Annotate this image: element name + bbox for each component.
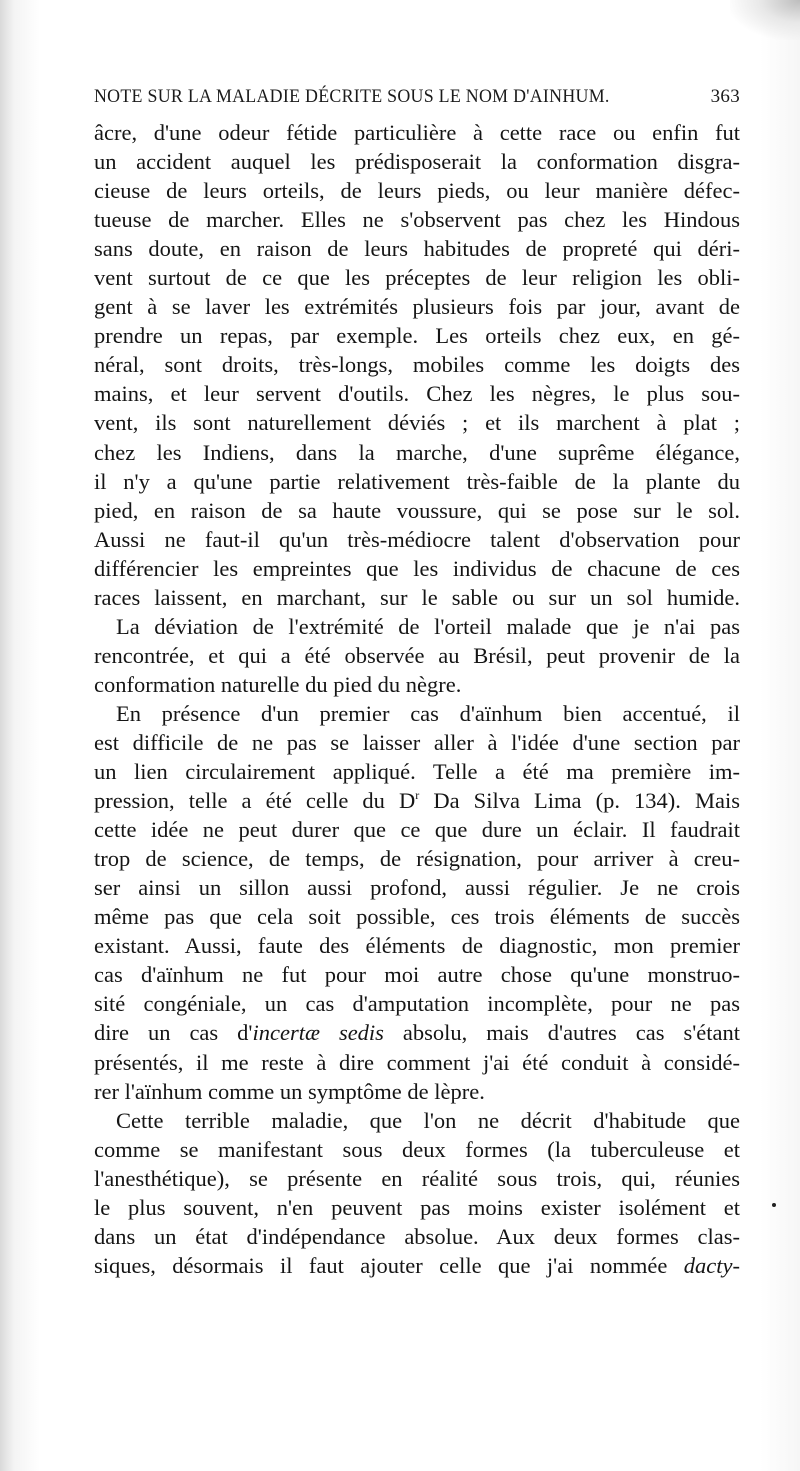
text-line: dans un état d'indépendance absolue. Aux deux formes clas- bbox=[94, 1223, 740, 1249]
text-line: gent à se laver les extrémités plusieurs fois par jour, avant de bbox=[94, 294, 740, 320]
text-line: même pas que cela soit possible, ces trois éléments de succès bbox=[94, 904, 740, 930]
text-segment: siques, désormais il faut ajouter celle que j'ai nommée bbox=[94, 1252, 684, 1278]
text-segment: dire un cas d' bbox=[94, 1020, 253, 1046]
text-line: il n'y a qu'une partie relativement très-faible de la plante du bbox=[94, 468, 740, 494]
italic-phrase: incertæ sedis bbox=[252, 1020, 384, 1046]
text-segment: absolu, mais d'autres cas s'étant bbox=[383, 1020, 741, 1046]
text-line: prendre un repas, par exemple. Les orteils chez eux, en gé- bbox=[94, 323, 740, 349]
text-line: mains, et leur servent d'outils. Chez les nègres, le plus sou- bbox=[94, 381, 740, 407]
text-line: existant. Aussi, faute des éléments de diagnostic, mon premier bbox=[94, 933, 740, 959]
text-line: rencontrée, et qui a été observée au Brésil, peut provenir de la bbox=[94, 642, 740, 668]
text-line: cette idée ne peut durer que ce que dure un éclair. Il faudrait bbox=[94, 817, 740, 843]
text-line: l'anesthétique), se présente en réalité sous trois, qui, réunies bbox=[94, 1165, 740, 1191]
text-line: pied, en raison de sa haute voussure, qui se pose sur le sol. bbox=[94, 497, 740, 523]
text-line: cas d'aïnhum ne fut pour moi autre chose qu'une monstruo- bbox=[94, 962, 740, 988]
text-line: le plus souvent, n'en peuvent pas moins exister isolément et bbox=[94, 1194, 740, 1220]
paragraph-start-line: Cette terrible maladie, que l'on ne décrit d'habitude que bbox=[116, 1107, 740, 1133]
text-line: trop de science, de temps, de résignation, pour arriver à creu- bbox=[94, 846, 740, 872]
superscript: r bbox=[415, 788, 420, 803]
page-number: 363 bbox=[710, 86, 740, 107]
text-line: comme se manifestant sous deux formes (la tuberculeuse et bbox=[94, 1136, 740, 1162]
paragraph-start-line: La déviation de l'extrémité de l'orteil malade que je n'ai pas bbox=[116, 613, 740, 639]
text-line: vent, ils sont naturellement déviés ; et ils marchent à plat ; bbox=[94, 410, 740, 436]
text-line: présentés, il me reste à dire comment j'ai été conduit à considé- bbox=[94, 1049, 740, 1075]
text-segment: Da Silva Lima (p. 134). Mais bbox=[419, 788, 740, 814]
text-line: vent surtout de ce que les préceptes de leur religion les obli- bbox=[94, 265, 740, 291]
text-line: néral, sont droits, très-longs, mobiles comme les doigts des bbox=[94, 352, 740, 378]
text-line: Aussi ne faut-il qu'un très-médiocre talent d'observation pour bbox=[94, 526, 740, 552]
margin-mark bbox=[772, 1203, 776, 1207]
text-line: âcre, d'une odeur fétide particulière à cette race ou enfin fut bbox=[94, 120, 740, 145]
text-line-with-italic bbox=[94, 1251, 740, 1280]
text-line: un lien circulairement appliqué. Telle a été ma première im- bbox=[94, 759, 740, 785]
paragraph-end-line: conformation naturelle du pied du nègre. bbox=[94, 671, 462, 697]
text-line: différencier les empreintes que les individus de chacune de ces bbox=[94, 555, 740, 581]
italic-phrase: dacty- bbox=[683, 1252, 740, 1278]
text-segment: pression, telle a été celle du D bbox=[94, 788, 416, 814]
text-line: ser ainsi un sillon aussi profond, aussi régulier. Je ne crois bbox=[94, 875, 740, 901]
text-line: races laissent, en marchant, sur le sable ou sur un sol humide. bbox=[94, 584, 740, 610]
text-line: cieuse de leurs orteils, de leurs pieds, ou leur manière défec- bbox=[94, 178, 740, 204]
text-line: sité congéniale, un cas d'amputation incomplète, pour ne pas bbox=[94, 991, 740, 1017]
body-text bbox=[94, 118, 740, 1280]
text-line: un accident auquel les prédisposerait la conformation disgra- bbox=[94, 149, 740, 175]
page-corner-shadow bbox=[730, 0, 800, 40]
paragraph-start-line: En présence d'un premier cas d'aïnhum bien accentué, il bbox=[116, 700, 740, 726]
page-header bbox=[94, 86, 740, 110]
text-line-with-italic bbox=[94, 1018, 740, 1047]
paragraph-end-line: rer l'aïnhum comme un symptôme de lèpre. bbox=[94, 1078, 485, 1104]
text-line: tueuse de marcher. Elles ne s'observent pas chez les Hindous bbox=[94, 207, 740, 233]
running-head: NOTE SUR LA MALADIE DÉCRITE SOUS LE NOM D'AINHUM. bbox=[94, 86, 610, 107]
text-line: est difficile de ne pas se laisser aller à l'idée d'une section par bbox=[94, 729, 740, 755]
text-line: sans doute, en raison de leurs habitudes de propreté qui déri- bbox=[94, 236, 740, 262]
text-line-with-superscript bbox=[94, 786, 740, 815]
text-line: chez les Indiens, dans la marche, d'une suprême élégance, bbox=[94, 439, 740, 465]
